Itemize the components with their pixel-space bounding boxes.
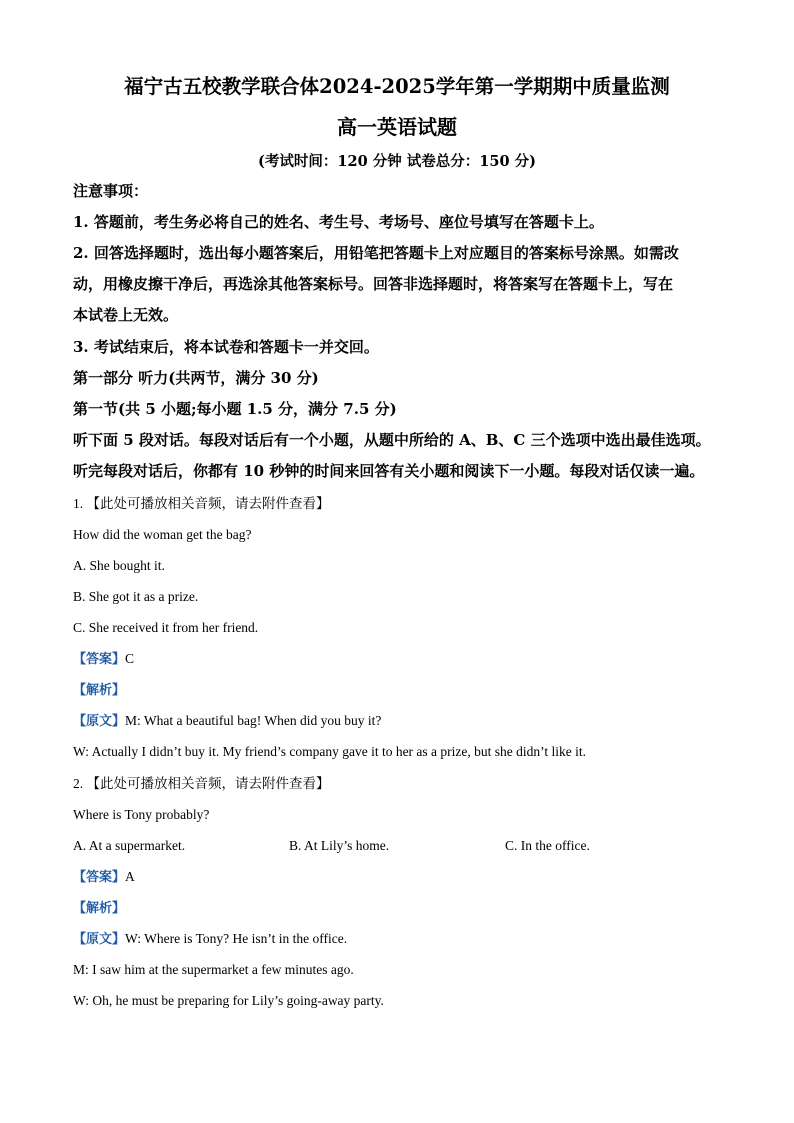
section1-heading: 第一节(共 5 小题;每小题 1.5 分，满分 7.5 分) [73, 400, 397, 418]
notes-heading: 注意事项： [73, 182, 149, 200]
notes-item-2-line-2: 动，用橡皮擦干净后，再选涂其他答案标号。回答非选择题时，将答案写在答题卡上，写在 [73, 275, 674, 293]
part1-heading: 第一部分 听力(共两节，满分 30 分) [73, 369, 319, 387]
transcript-text: M: What a beautiful bag! When did you buy it? [125, 713, 382, 728]
question-2-analysis [73, 899, 125, 918]
question-1-text: How did the woman get the bag? [73, 527, 252, 542]
notes-item-2-line-3: 本试卷上无效。 [73, 306, 179, 324]
notes-item-3: 3. 考试结束后，将本试卷和答题卡一并交回。 [73, 338, 379, 356]
question-1-option-a: A. She bought it. [73, 558, 165, 573]
question-1-transcript-line-1 [73, 712, 381, 731]
answer-label: 【答案】 [73, 652, 126, 667]
instructions-line-1: 听下面 5 段对话。每段对话后有一个小题，从题中所给的 A、B、C 三个选项中选出最佳选项。 [73, 431, 711, 449]
instructions-line-2: 听完每段对话后，你都有 10 秒钟的时间来回答有关小题和阅读下一小题。每段对话仅读一遍。 [73, 462, 705, 480]
exam-info: (考试时间：120 分钟 试卷总分：150 分) [258, 153, 536, 170]
question-1-option-c: C. She received it from her friend. [73, 620, 259, 635]
question-2-option-a: A. At a supermarket. [73, 838, 186, 853]
question-1-transcript-line-2: W: Actually I didn’t buy it. My friend’s company gave it to her as a prize, but she didn’t like it. [73, 744, 587, 759]
question-number: 1. [73, 496, 84, 511]
answer-value: A [125, 869, 135, 884]
question-1-audio[interactable] [73, 495, 330, 513]
notes-item-2-line-1: 2. 回答选择题时，选出每小题答案后，用铅笔把答题卡上对应题目的答案标号涂黑。如需改 [73, 244, 679, 262]
original-label: 【原文】 [73, 714, 126, 729]
question-2-transcript-line-2: M: I saw him at the supermarket a few minutes ago. [73, 962, 354, 977]
answer-label: 【答案】 [73, 870, 126, 885]
answer-value: C [125, 651, 135, 666]
question-2-answer [73, 868, 135, 887]
question-1-option-b: B. She got it as a prize. [73, 589, 199, 604]
original-label: 【原文】 [73, 932, 126, 947]
notes-item-1: 1. 答题前，考生务必将自己的姓名、考生号、考场号、座位号填写在答题卡上。 [73, 213, 604, 231]
question-2-transcript-line-1 [73, 930, 347, 949]
question-1-answer [73, 650, 134, 669]
analysis-label: 【解析】 [73, 683, 126, 698]
analysis-label: 【解析】 [73, 901, 126, 916]
transcript-text: W: Where is Tony? He isn’t in the office. [125, 931, 348, 946]
question-2-option-c: C. In the office. [505, 838, 590, 853]
question-1-analysis [73, 681, 125, 700]
question-number: 2. [73, 776, 84, 791]
question-2-text: Where is Tony probably? [73, 807, 210, 822]
exam-title: 福宁古五校教学联合体2024-2025学年第一学期期中质量监测 [124, 75, 670, 98]
audio-link[interactable]: 【此处可播放相关音频，请去附件查看】 [86, 776, 330, 791]
question-2-audio[interactable] [73, 775, 330, 793]
question-2-transcript-line-3: W: Oh, he must be preparing for Lily’s going-away party. [73, 993, 384, 1008]
exam-subtitle: 高一英语试题 [337, 115, 457, 139]
question-2-option-b: B. At Lily’s home. [289, 838, 390, 853]
audio-link[interactable]: 【此处可播放相关音频，请去附件查看】 [86, 496, 330, 511]
